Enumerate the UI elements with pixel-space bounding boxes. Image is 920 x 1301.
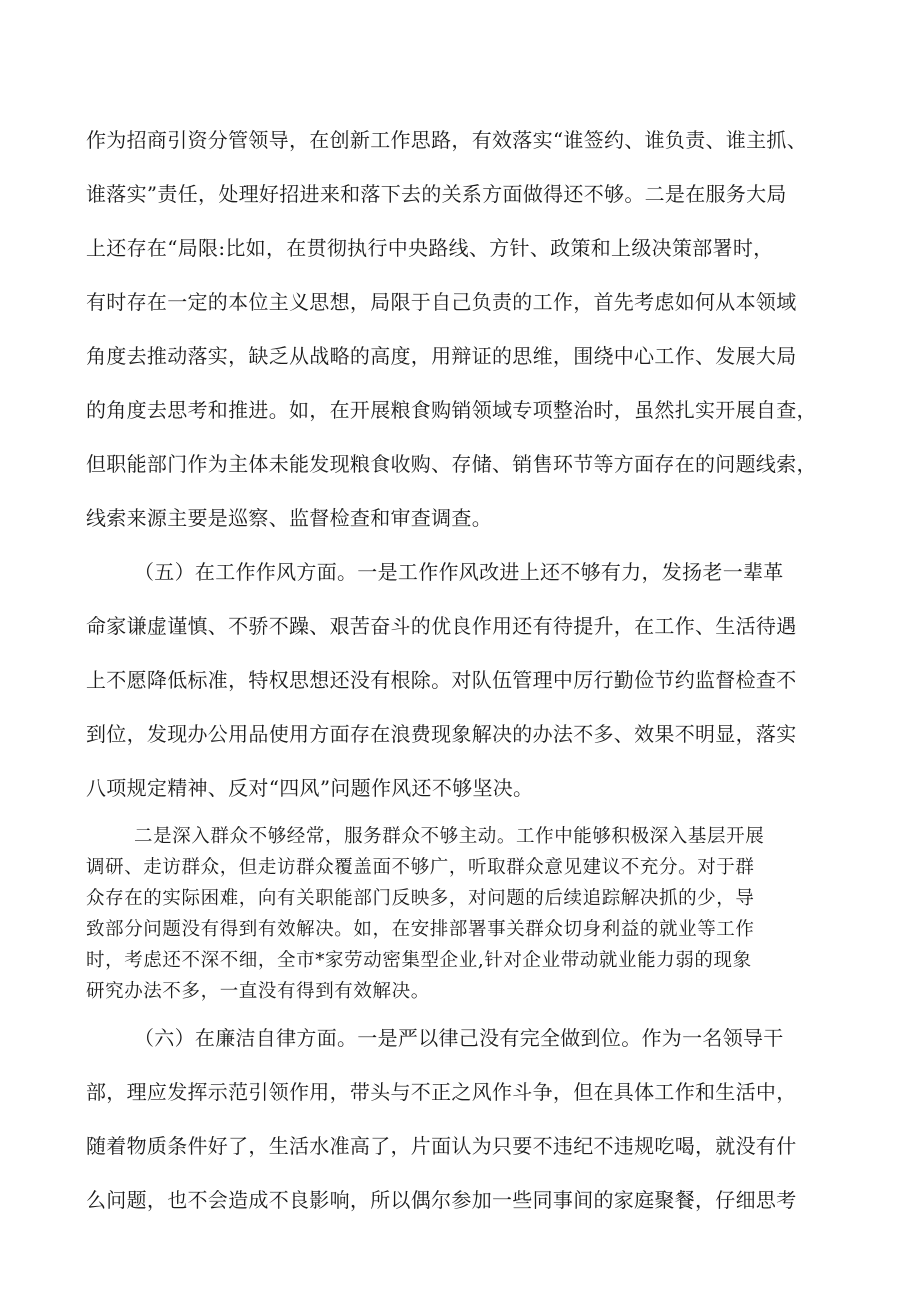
text-line: 有时存在一定的本位主义思想，局限于自己负责的工作，首先考虑如何从本领域 [86,290,797,314]
section-six-heading-line: （六）在廉洁自律方面。一是严以律己没有完全做到位。作为一名领导干 [134,1026,784,1050]
text-line: 谁落实”责任，处理好招进来和落下去的关系方面做得还不够。二是在服务大局 [86,182,787,206]
text-line: 时，考虑还不深不细，全市*家劳动密集型企业,针对企业带动就业能力弱的现象 [86,950,752,971]
text-line: 作为招商引资分管领导，在创新工作思路，有效落实“谁签约、谁负责、谁主抓、 [86,128,808,152]
text-line: 研究办法不多，一直没有得到有效解决。 [86,981,430,1002]
section-five-heading-line: （五）在工作作风方面。一是工作作风改进上还不够有力，发扬老一辈革 [134,560,784,584]
text-line: 的角度去思考和推进。如，在开展粮食购销领域专项整治时，虽然扎实开展自查， [86,398,817,422]
text-line: 上不愿降低标准，特权思想还没有根除。对队伍管理中厉行勤俭节约监督检查不 [86,668,797,692]
text-line: 随着物质条件好了，生活水准高了，片面认为只要不违纪不违规吃喝，就没有什 [86,1134,797,1158]
text-line: 线索来源主要是巡察、监督检查和审查调查。 [86,506,492,530]
paragraph-first-line: 二是深入群众不够经常，服务群众不够主动。工作中能够积极深入基层开展 [134,826,765,847]
text-line: 众存在的实际困难，向有关职能部门反映多，对问题的后续追踪解决抓的少，导 [86,888,755,909]
text-line: 角度去推动落实，缺乏从战略的高度，用辩证的思维，围绕中心工作、发展大局 [86,344,797,368]
text-line: 八项规定精神、反对“四风”问题作风还不够坚决。 [86,776,534,800]
text-line: 调研、走访群众，但走访群众覆盖面不够广，听取群众意见建议不充分。对于群 [86,857,755,878]
text-line: 但职能部门作为主体未能发现粮食收购、存储、销售环节等方面存在的问题线索， [86,452,817,476]
text-line: 部，理应发挥示范引领作用，带头与不正之风作斗争，但在具体工作和生活中， [86,1080,797,1104]
text-line: 到位，发现办公用品使用方面存在浪费现象解决的办法不多、效果不明显，落实 [86,722,797,746]
text-line: 么问题，也不会造成不良影响，所以偶尔参加一些同事间的家庭聚餐，仔细思考 [86,1188,797,1212]
text-line: 命家谦虚谨慎、不骄不躁、艰苦奋斗的优良作用还有待提升，在工作、生活待遇 [86,614,797,638]
text-line: 上还存在“局限:比如，在贯彻执行中央路线、方针、政策和上级决策部署时， [86,236,774,260]
text-line: 致部分问题没有得到有效解决。如，在安排部署事关群众切身利益的就业等工作 [86,919,755,940]
